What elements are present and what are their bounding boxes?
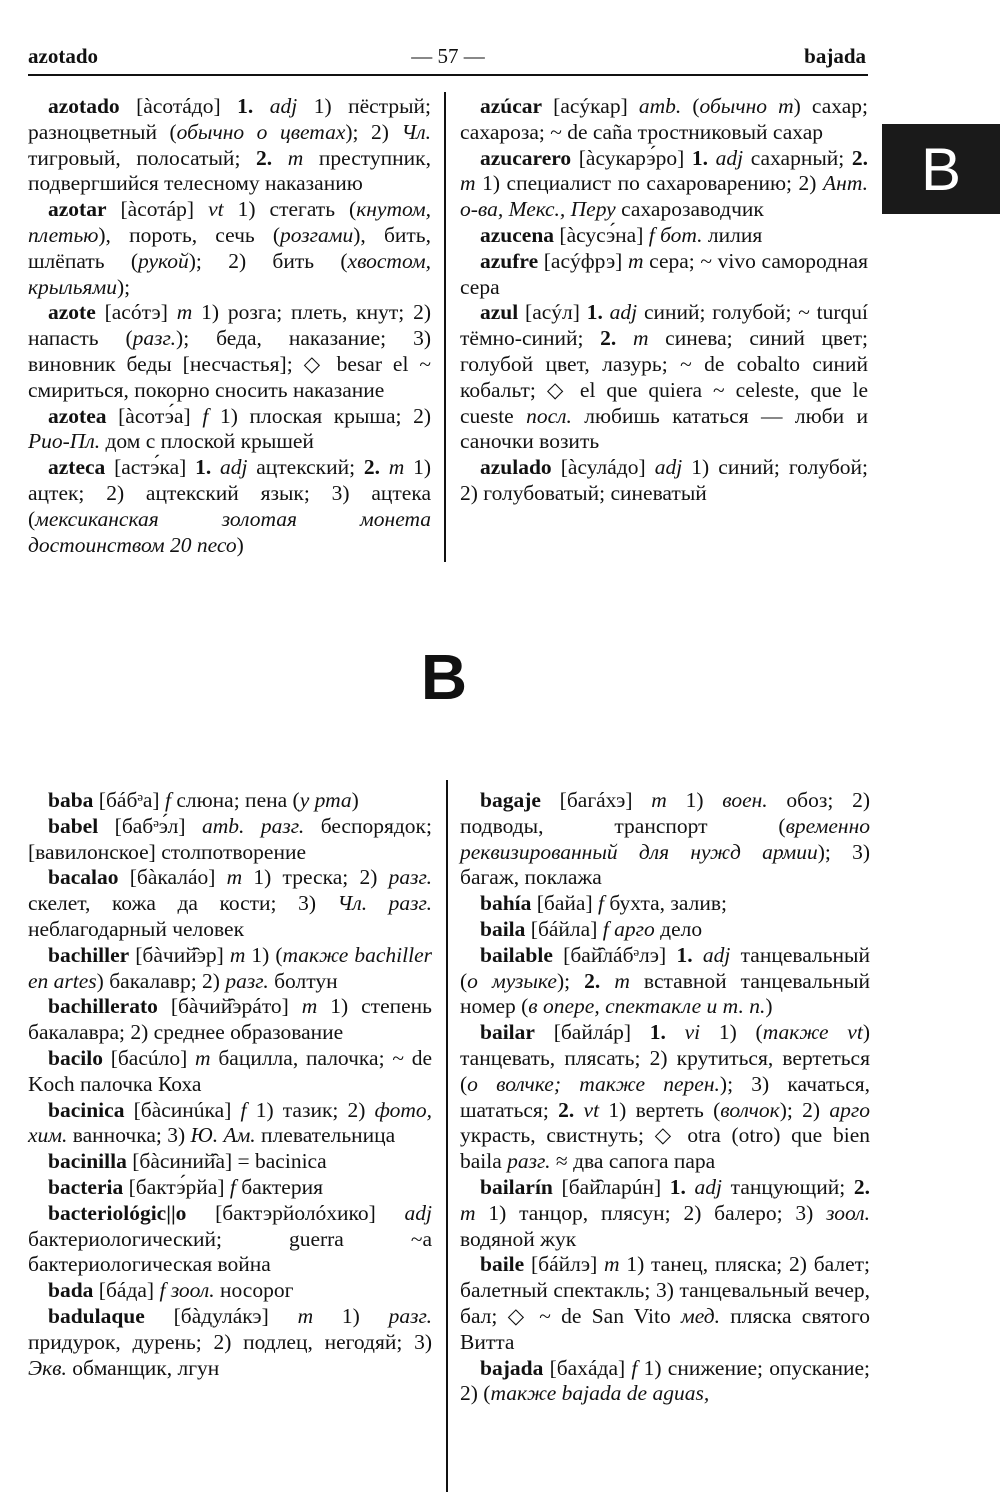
column-top-left	[28, 94, 431, 558]
column-divider-bottom	[446, 780, 448, 1492]
entry-text: 1) вертеть (	[599, 1097, 721, 1122]
entry-headword: azúcar	[480, 94, 543, 118]
entry-text: adj	[694, 1174, 723, 1199]
entry-text: f	[164, 788, 171, 812]
entry-text: 1) стегать (	[223, 197, 357, 222]
entry-headword: baila	[480, 916, 526, 941]
entry-text: 1) синий; голубой; 2) голубоватый; синеватый	[460, 455, 869, 505]
entry-text: 1) специалист по сахароварению; 2)	[475, 171, 824, 196]
running-head	[28, 40, 868, 76]
entry-text: 1) танцор, плясун; 2) балеро; 3)	[475, 1200, 827, 1225]
entry-text: Чл.	[401, 119, 432, 144]
dictionary-entry	[28, 1304, 432, 1381]
entry-headword: bailable	[480, 942, 553, 967]
entry-text: также bachiller en artes	[28, 942, 432, 993]
entry-text: vt	[208, 197, 224, 222]
entry-text: m	[297, 1303, 314, 1328]
dictionary-entry	[460, 455, 868, 507]
entry-text: ) бакалавр; 2)	[96, 968, 226, 993]
entry-text: 1.	[649, 1020, 666, 1045]
dictionary-entry	[28, 1046, 432, 1098]
entry-text	[600, 969, 614, 993]
entry-text: amb.	[638, 94, 682, 118]
entry-text: 1) (	[700, 1020, 763, 1045]
entry-text: ), бить, шлёпать (	[28, 222, 431, 273]
entry-text: m	[632, 326, 649, 351]
entry-text: неблагодарный человек	[28, 916, 245, 941]
entry-headword: bagaje	[480, 788, 541, 812]
dictionary-entry	[460, 1175, 870, 1252]
entry-text: разг.	[507, 1149, 551, 1174]
dictionary-entry	[460, 943, 870, 1020]
entry-text: 1.	[237, 94, 254, 118]
dictionary-entry	[460, 300, 868, 455]
entry-text: также bajada de aguas,	[490, 1381, 710, 1406]
entry-text: [бáда]	[93, 1278, 160, 1303]
entry-text: [бàсинúка]	[124, 1097, 241, 1122]
entry-text	[693, 943, 703, 967]
entry-text: 1.	[669, 1174, 686, 1199]
entry-headword: bacalao	[48, 865, 119, 890]
entry-headword: baba	[48, 788, 94, 812]
entry-text	[616, 326, 633, 350]
entry-headword: azteca	[48, 455, 106, 480]
entry-text: m	[460, 1200, 476, 1225]
entry-text: m	[388, 455, 405, 480]
entry-text: 2.	[584, 968, 601, 993]
entry-text: разг.	[388, 1303, 432, 1328]
entry-text: 1) (	[245, 942, 283, 967]
dictionary-entry	[460, 1020, 870, 1175]
entry-text: 1)	[313, 1303, 389, 1328]
dictionary-entry	[28, 1201, 432, 1278]
dictionary-entry	[28, 404, 431, 456]
entry-headword: azotado	[48, 94, 120, 118]
entry-headword: azulado	[480, 455, 552, 480]
entry-headword: bacinilla	[48, 1149, 127, 1174]
dictionary-entry	[28, 1149, 432, 1175]
entry-text: мексиканская золотая монета достоинством 20 песо	[28, 506, 431, 557]
entry-headword: azote	[48, 300, 96, 325]
entry-text: 1) пёстрый; разноцветный (	[28, 94, 432, 144]
entry-headword: bajada	[480, 1355, 544, 1380]
entry-text: [бахáда]	[543, 1355, 632, 1380]
entry-text: ); 2) бить (	[188, 248, 348, 273]
entry-headword: bachillerato	[48, 994, 158, 1019]
entry-text: [асóтэ]	[95, 300, 177, 325]
entry-headword: bacteriológic||o	[48, 1200, 187, 1225]
entry-headword: azotea	[48, 403, 107, 428]
entry-text: 1.	[691, 145, 709, 170]
entry-text: сера; ~ vivo самородная сера	[460, 248, 868, 299]
entry-text: любишь кататься — люби и саночки возить	[460, 403, 868, 454]
entry-text: ≈ два сапога пара	[550, 1149, 716, 1174]
entry-text: [басúло]	[102, 1045, 196, 1070]
entry-text: ванночка; 3)	[67, 1123, 191, 1148]
entry-text: 1) снижение; опускание; 2) (	[460, 1355, 870, 1406]
entry-text: adj	[269, 94, 298, 118]
entry-text: рукой	[138, 248, 189, 273]
entry-text: преступник, подвергшийся телесному наказанию	[28, 145, 432, 196]
entry-text: о волчке; также перен.	[467, 1071, 720, 1096]
entry-text: m	[301, 994, 318, 1019]
entry-text: [бактэ́рйа]	[123, 1174, 230, 1199]
entry-text: [àсотэ́а]	[106, 403, 203, 428]
dictionary-entry	[28, 1098, 432, 1150]
entry-text: 2.	[851, 145, 868, 170]
entry-text: m	[627, 248, 644, 273]
entry-text: [àсотáдо]	[119, 94, 238, 118]
entry-text: дом с плоской крышей	[100, 429, 314, 454]
entry-text: [àсукарэ́ро]	[571, 145, 692, 170]
entry-text: ), пороть, сечь (	[98, 222, 281, 247]
entry-text: плевательница	[255, 1123, 396, 1148]
entry-text: синева; синий цвет; голубой цвет, лазурь; ~ de cobalto синий кобальт; ◇ el que quiera ~ celeste, que le cueste	[460, 326, 868, 428]
entry-headword: bacinica	[48, 1097, 125, 1122]
entry-text	[272, 146, 288, 170]
entry-text: временно реквизированный для нужд армии	[460, 813, 870, 864]
entry-text: зоол.	[826, 1200, 870, 1225]
entry-headword: bada	[48, 1278, 94, 1303]
entry-text: f зоол.	[159, 1278, 215, 1303]
entry-text: [àсулáдо]	[551, 455, 655, 480]
entry-text: сахарозаводчик	[615, 197, 764, 222]
entry-text: мед.	[680, 1303, 720, 1328]
entry-text: [байлáр]	[534, 1020, 650, 1045]
entry-headword: azucarero	[480, 145, 572, 170]
entry-headword: azufre	[480, 248, 539, 273]
entry-text: у рта	[299, 788, 352, 812]
entry-text: болтун	[268, 968, 338, 993]
entry-text: дело	[654, 916, 703, 941]
dictionary-entry	[28, 1278, 432, 1304]
entry-text: [асýл]	[518, 300, 587, 325]
page-number: — 57 —	[411, 44, 485, 68]
entry-text: [астэ́ка]	[105, 455, 196, 480]
entry-text: бактерия	[235, 1174, 323, 1199]
entry-text: 2.	[600, 326, 617, 351]
entry-text: )	[236, 532, 244, 557]
entry-text: [багáхэ]	[540, 788, 652, 812]
entry-text: m	[460, 171, 476, 196]
entry-text: f	[631, 1355, 638, 1380]
entry-text: )	[765, 994, 773, 1019]
entry-text: );	[117, 274, 131, 299]
entry-text: 1) степень бакалавра; 2) среднее образование	[28, 994, 432, 1045]
dictionary-entry	[460, 1252, 870, 1355]
entry-text: кнутом, плетью	[28, 197, 432, 247]
entry-text: 1.	[586, 300, 603, 325]
entry-text: разг.	[388, 865, 432, 890]
dictionary-entry	[28, 943, 432, 995]
entry-text: лилия	[702, 222, 763, 247]
entry-text: водяной жук	[460, 1226, 577, 1251]
entry-text: фото, хим.	[28, 1097, 432, 1148]
entry-text: adj	[702, 942, 731, 967]
entry-text: сахарный;	[743, 145, 852, 170]
entry-text: ); 3) багаж, поклажа	[460, 839, 871, 890]
dictionary-entry	[28, 1175, 432, 1201]
entry-text: розгами	[280, 222, 354, 247]
entry-text: о музыке	[467, 968, 557, 993]
entry-text: [бàкалáо]	[118, 865, 227, 890]
entry-text: adj	[654, 455, 683, 480]
entry-text: синий; голубой; ~ turquí тёмно-синий;	[460, 300, 869, 351]
entry-text: adj	[404, 1200, 432, 1225]
entry-text: m	[651, 788, 667, 812]
entry-text: ); беда, наказание; 3) виновник беды [несчастья]; ◇ besar el ~ смириться, покорно сносить наказание	[28, 326, 431, 402]
left-guide-word: azotado	[28, 44, 98, 68]
entry-text: также vt	[762, 1020, 863, 1045]
entry-text: 1) розга; плеть, кнут; 2) напасть (	[28, 300, 431, 351]
entry-text: 1) плоская крыша; 2)	[208, 403, 431, 428]
column-bottom-right	[460, 788, 870, 1407]
entry-text: vt	[583, 1097, 600, 1122]
entry-text: скелет, кожа да кости; 3)	[28, 891, 338, 916]
thumb-index-tab: B	[882, 124, 1000, 214]
entry-headword: azotar	[48, 197, 107, 222]
entry-text: волчок	[720, 1097, 780, 1122]
entry-text	[666, 1020, 685, 1044]
entry-text: [àсотáр]	[106, 197, 209, 222]
entry-text: [бáбᵊа]	[93, 788, 165, 812]
entry-text: ); 3) качаться, шататься;	[460, 1071, 870, 1122]
entry-text: беспорядок; [вавилонское] столпотворение	[28, 813, 432, 864]
entry-text: 1) ацтек; 2) ацтекский язык; 3) ацтека (	[28, 455, 432, 531]
entry-text: украсть, свистнуть; ◇ otra (otro) que bien baila	[460, 1123, 870, 1174]
entry-text: пляска святого Витта	[460, 1303, 870, 1354]
entry-text: хвостом, крыльями	[28, 248, 431, 299]
dictionary-entry	[28, 814, 432, 866]
entry-text: f	[240, 1097, 247, 1122]
entry-text: Ю. Ам.	[190, 1123, 256, 1148]
entry-text: )	[351, 788, 359, 812]
entry-text: amb. разг.	[201, 813, 305, 838]
entry-text: танцевальный (	[460, 942, 870, 993]
dictionary-entry	[28, 300, 431, 403]
entry-headword: bacilo	[48, 1045, 103, 1070]
entry-headword: azul	[480, 300, 519, 325]
entry-text	[574, 1098, 583, 1122]
entry-text	[603, 300, 610, 324]
entry-text: ); 2)	[345, 119, 402, 144]
entry-text: 2.	[256, 145, 273, 170]
entry-text: ацтекский;	[247, 455, 364, 480]
entry-text: [бай̑ларúн]	[552, 1174, 670, 1199]
entry-text: в опере, спектакле и т. п.	[528, 994, 766, 1019]
entry-text: 1.	[195, 455, 212, 480]
entry-text: [асýфрэ]	[538, 248, 628, 273]
entry-text: обманщик, лгун	[66, 1355, 220, 1380]
entry-text: [бàсиний̑а] = bacinica	[126, 1149, 327, 1174]
entry-text: [асýкар]	[542, 94, 639, 118]
entry-text: придурок, дурень; 2) подлец, негодяй; 3)	[28, 1329, 432, 1354]
dictionary-entry	[460, 94, 868, 146]
entry-text: f	[202, 403, 209, 428]
entry-headword: bailarín	[480, 1174, 553, 1199]
entry-text: m	[176, 300, 193, 325]
entry-text: бацилла, палочка; ~ de Koch палочка Коха	[28, 1045, 433, 1096]
dictionary-entry	[28, 94, 431, 197]
dictionary-entry	[28, 994, 432, 1046]
dictionary-entry	[460, 223, 868, 249]
entry-text: 2.	[558, 1097, 575, 1122]
column-bottom-left	[28, 788, 432, 1381]
entry-headword: babel	[48, 813, 99, 838]
entry-text: [бàдулáкэ]	[144, 1303, 298, 1328]
dictionary-entry	[460, 146, 868, 223]
entry-text: [бай̑лáбᵊлэ]	[552, 942, 677, 967]
entry-text	[211, 455, 220, 479]
entry-text: m	[195, 1045, 211, 1070]
entry-text: арго	[829, 1097, 870, 1122]
entry-headword: bahía	[480, 891, 532, 916]
entry-text	[686, 1175, 695, 1199]
section-letter-heading: B	[420, 641, 468, 713]
entry-text: ) танцевать, плясать; 2) крутиться, вертеться (	[460, 1020, 870, 1096]
dictionary-entry	[28, 788, 432, 814]
entry-text	[253, 94, 269, 118]
dictionary-entry	[28, 455, 431, 558]
dictionary-entry	[460, 1356, 870, 1408]
entry-text: 1) треска; 2)	[242, 865, 389, 890]
entry-text: (	[681, 94, 700, 118]
entry-text: Рио-Пл.	[28, 429, 101, 454]
column-top-right	[460, 94, 868, 507]
entry-headword: baile	[480, 1252, 525, 1277]
entry-text: f арго	[602, 916, 655, 941]
entry-text: Чл. разг.	[337, 891, 432, 916]
entry-text: [бактэрйолóхико]	[186, 1200, 405, 1225]
entry-text: обычно о цветах	[176, 119, 346, 144]
dictionary-entry	[28, 197, 431, 300]
entry-headword: badulaque	[48, 1303, 145, 1328]
entry-text: [байа]	[531, 891, 598, 916]
entry-text	[380, 455, 389, 479]
entry-text: [бáйла]	[525, 916, 603, 941]
entry-text: 2.	[853, 1174, 870, 1199]
dictionary-entry	[460, 891, 870, 917]
entry-text: [бабᵊэ́л]	[98, 813, 202, 838]
entry-text: 1) тазик; 2)	[246, 1097, 375, 1122]
entry-text: [бáйлэ]	[524, 1252, 605, 1277]
entry-text: танцующий;	[722, 1174, 854, 1199]
entry-text: посл.	[526, 403, 572, 428]
entry-text: adj	[715, 145, 744, 170]
entry-text: тигровый, полосатый;	[28, 145, 257, 170]
entry-text: m	[604, 1252, 620, 1277]
entry-text: обоз; 2) подводы, транспорт (	[460, 788, 870, 838]
entry-text: разг.	[225, 968, 269, 993]
entry-text: [бàчий̑эр]	[129, 942, 230, 967]
entry-text: 2.	[363, 455, 381, 480]
entry-text: f	[598, 891, 604, 916]
entry-text: воен.	[722, 788, 768, 812]
right-guide-word: bajada	[804, 44, 866, 68]
entry-text: m	[226, 865, 243, 890]
entry-headword: bailar	[480, 1020, 535, 1045]
entry-headword: bachiller	[48, 942, 130, 967]
entry-text: ); 2)	[779, 1097, 830, 1122]
entry-text: f	[229, 1174, 236, 1199]
dictionary-entry	[460, 788, 870, 891]
entry-text: вставной танцевальный номер (	[460, 968, 871, 1019]
dictionary-entry	[460, 249, 868, 301]
entry-text: бактериологический; guerra ~a бактериологическая война	[28, 1226, 432, 1277]
entry-text: разг.	[132, 326, 177, 351]
entry-text: f бот.	[648, 222, 703, 247]
entry-text: [àсусэ́на]	[554, 222, 649, 247]
entry-text: m	[229, 942, 246, 967]
entry-text: m	[287, 145, 304, 170]
entry-text: Экв.	[28, 1355, 67, 1380]
entry-text: слюна; пена (	[170, 788, 300, 812]
entry-text: обычно m	[699, 94, 794, 118]
entry-text: );	[556, 968, 585, 993]
entry-text: 1)	[666, 788, 723, 812]
entry-text: vi	[684, 1020, 701, 1045]
entry-text: m	[614, 968, 630, 993]
entry-text: 1.	[676, 942, 693, 967]
entry-headword: bacteria	[48, 1174, 124, 1199]
entry-text: ) сахар; сахароза; ~ de caña тростниковый сахар	[460, 94, 868, 144]
entry-text: [бàчий̑эрáто]	[157, 994, 302, 1019]
entry-headword: azucena	[480, 222, 555, 247]
entry-text	[708, 146, 716, 170]
entry-text: adj	[219, 455, 248, 480]
column-divider-top	[444, 92, 446, 562]
entry-text: носорог	[214, 1278, 294, 1303]
entry-text: adj	[609, 300, 638, 325]
dictionary-entry	[460, 917, 870, 943]
entry-text: Ант. о-ва, Мекс., Перу	[460, 171, 868, 222]
dictionary-entry	[28, 865, 432, 942]
entry-text: бухта, залив;	[603, 891, 727, 916]
entry-text: 1) танец, пляска; 2) балет; балетный спектакль; 3) танцевальный вечер, бал; ◇ ~ de San Vito	[460, 1252, 870, 1328]
